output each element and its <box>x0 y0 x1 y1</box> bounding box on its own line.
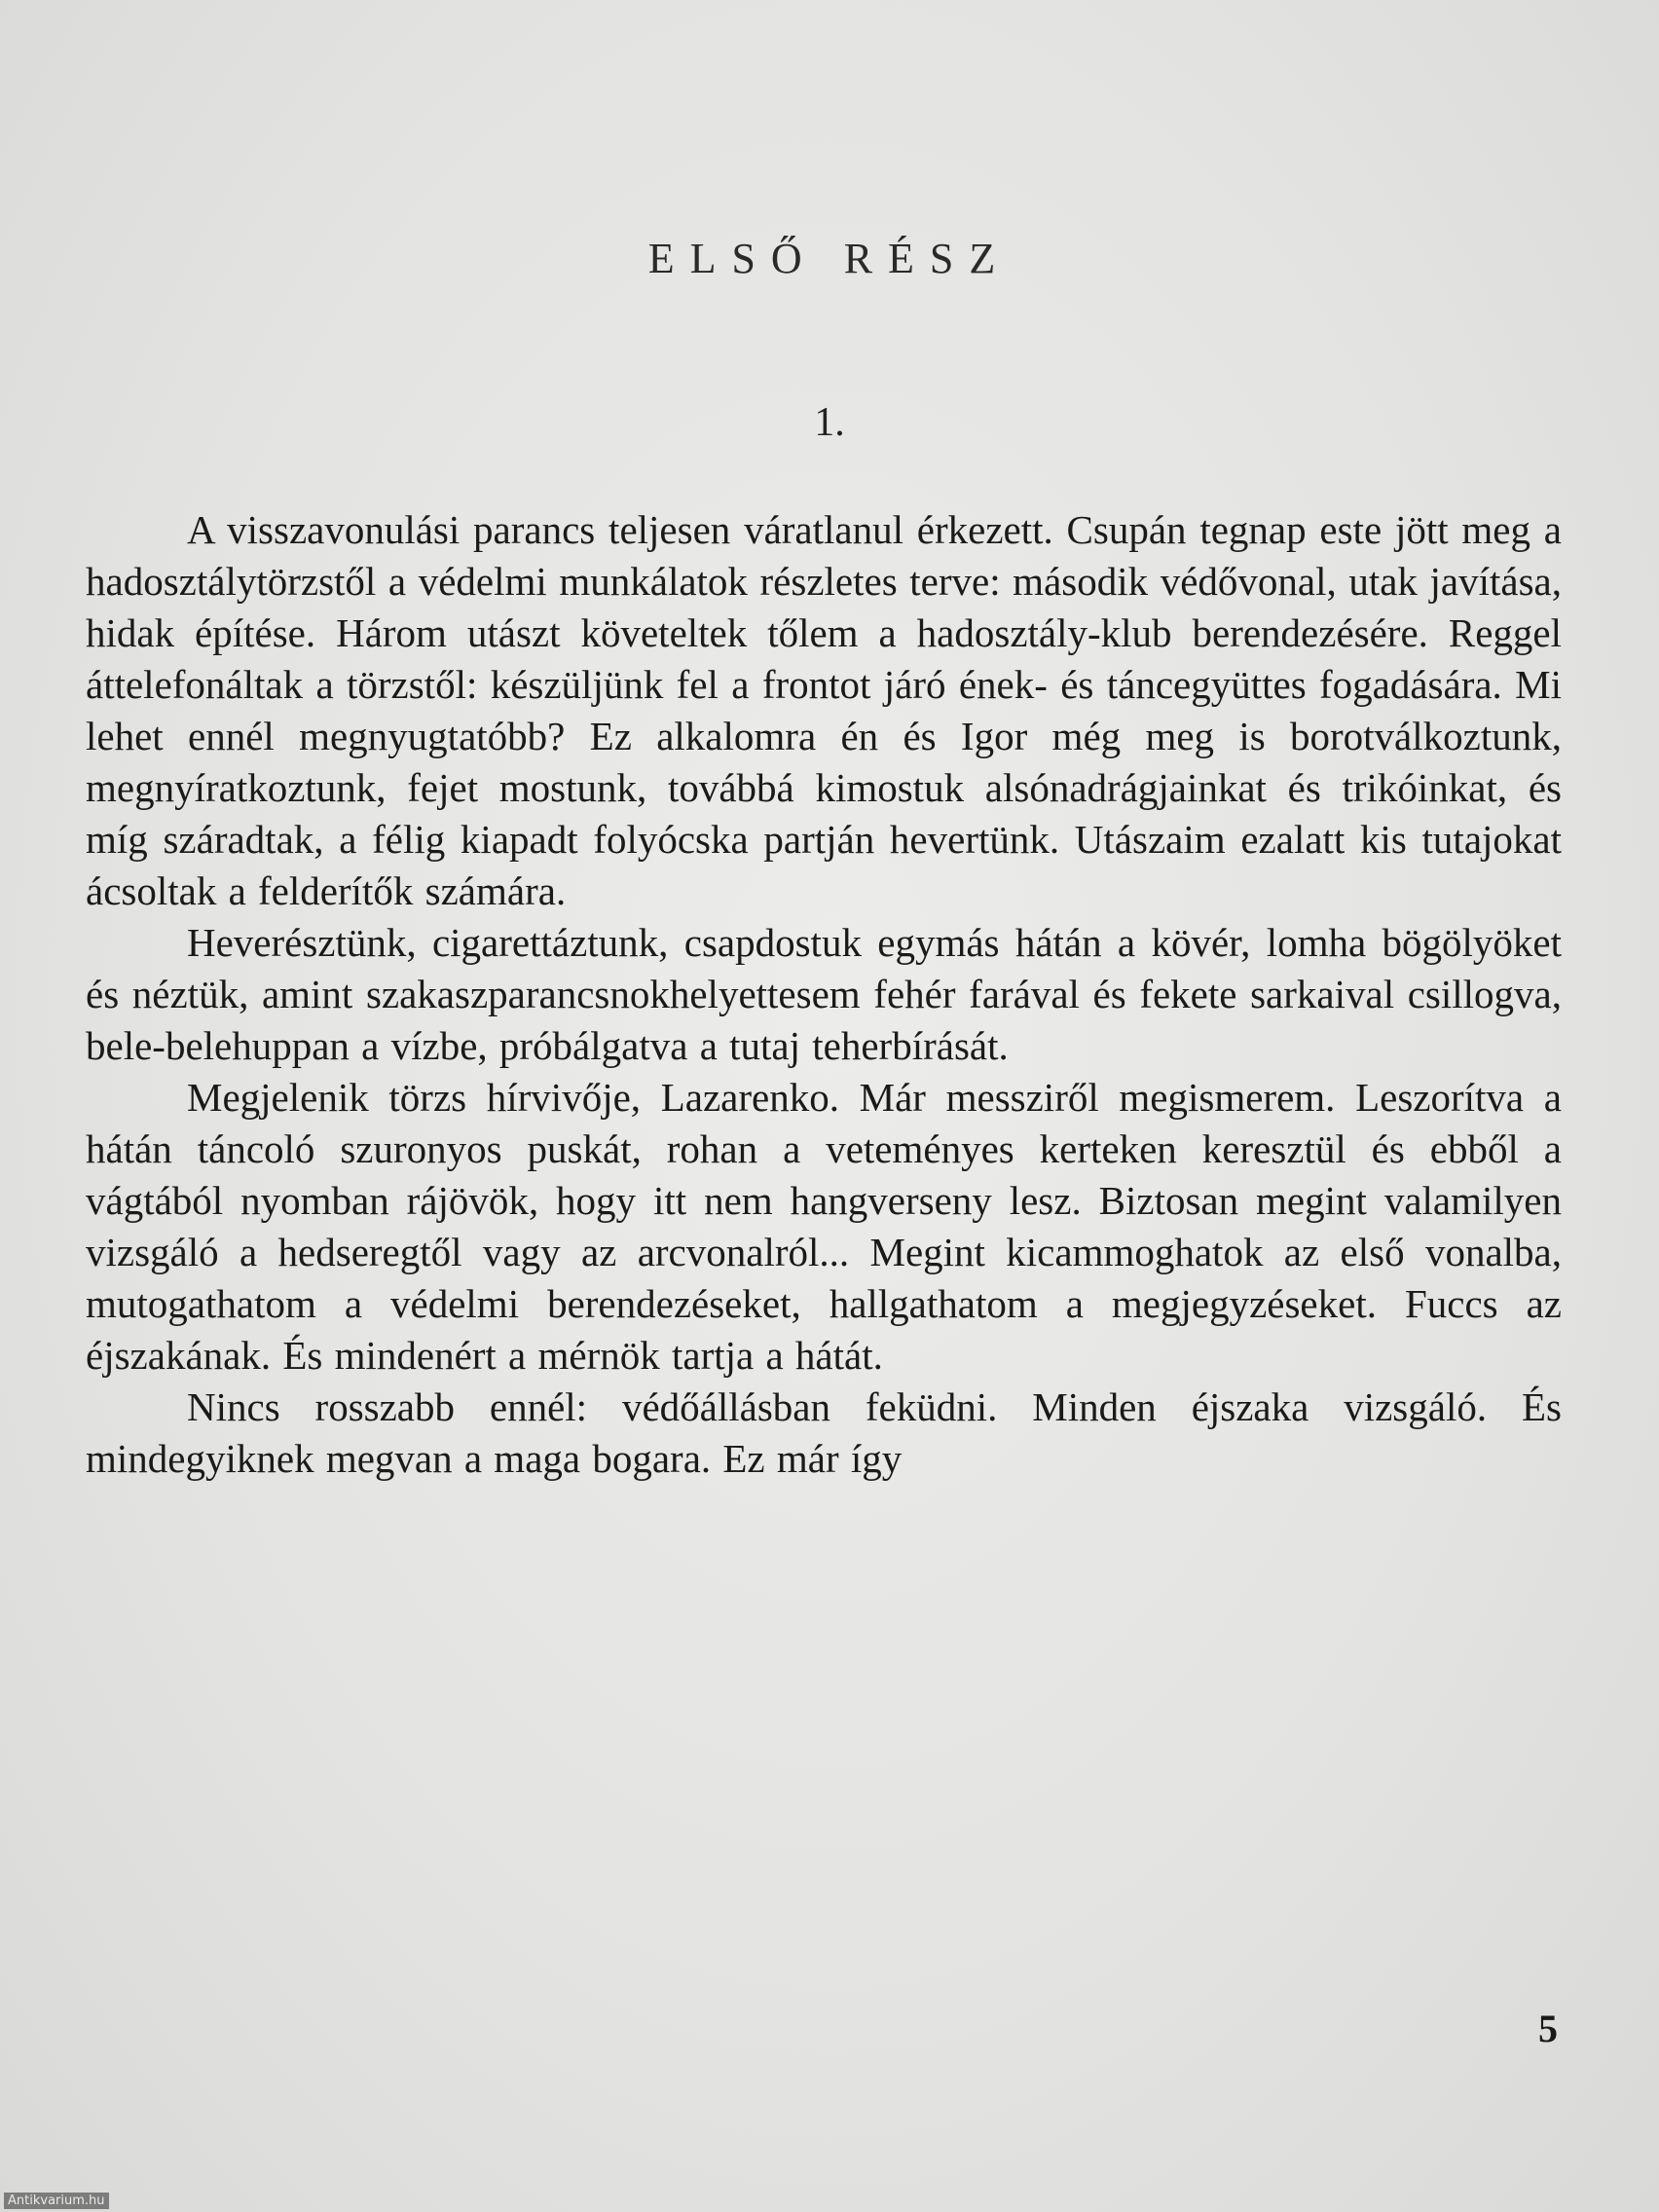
paragraph-2: Heverésztünk, cigarettáztunk, csapdostuk egymás hátán a kövér, lomha bögölyöket és néztük, amint szakaszparancsnokhelyettesem fehér farával és fekete sarkaival csillogva, bele-belehuppan a vízbe, próbálgatva a tutaj teherbírását. <box>86 920 1562 1068</box>
source-watermark: Antikvarium.hu <box>4 2193 109 2209</box>
page-number: 5 <box>1538 2007 1558 2050</box>
part-title: ELSŐ RÉSZ <box>647 235 1012 282</box>
body-text <box>86 504 1562 1485</box>
paragraph-3: Megjelenik törzs hírvivője, Lazarenko. Már messziről megismerem. Leszorítva a hátán táncoló szuronyos puskát, rohan a veteményes kerteken keresztül és ebből a vágtából nyomban rájövök, hogy itt nem hangverseny lesz. Biztosan megint valamilyen vizsgáló a hedseregtől vagy az arcvonalról... Megint kicammoghatok az első vonalba, mutogathatom a védelmi berendezéseket, hallgathatom a megjegyzéseket. Fuccs az éjszakának. És mindenért a mérnök tartja a hátát. <box>86 1075 1562 1378</box>
paragraph-1: A visszavonulási parancs teljesen váratlanul érkezett. Csupán tegnap este jött meg a hadosztálytörzstől a védelmi munkálatok részletes terve: második védővonal, utak javítása, hidak építése. Három utászt követeltek tőlem a hadosztály-klub berendezésére. Reggel áttelefonáltak a törzstől: készüljünk fel a frontot járó ének- és táncegyüttes fogadására. Mi lehet ennél megnyugtatóbb? Ez alkalomra én és Igor még meg is borotválkoztunk, megnyíratkoztunk, fejet mostunk, továbbá kimostuk alsónadrágjainkat és trikóinkat, és míg száradtak, a félig kiapadt folyócska partján hevertünk. Utászaim ezalatt kis tutajokat ácsoltak a felderítők számára. <box>86 507 1562 913</box>
chapter-number: 1. <box>814 400 845 445</box>
paragraph-4: Nincs rosszabb ennél: védőállásban feküdni. Minden éjszaka vizsgáló. És mindegyiknek megvan a maga bogara. Ez már így <box>86 1384 1562 1481</box>
